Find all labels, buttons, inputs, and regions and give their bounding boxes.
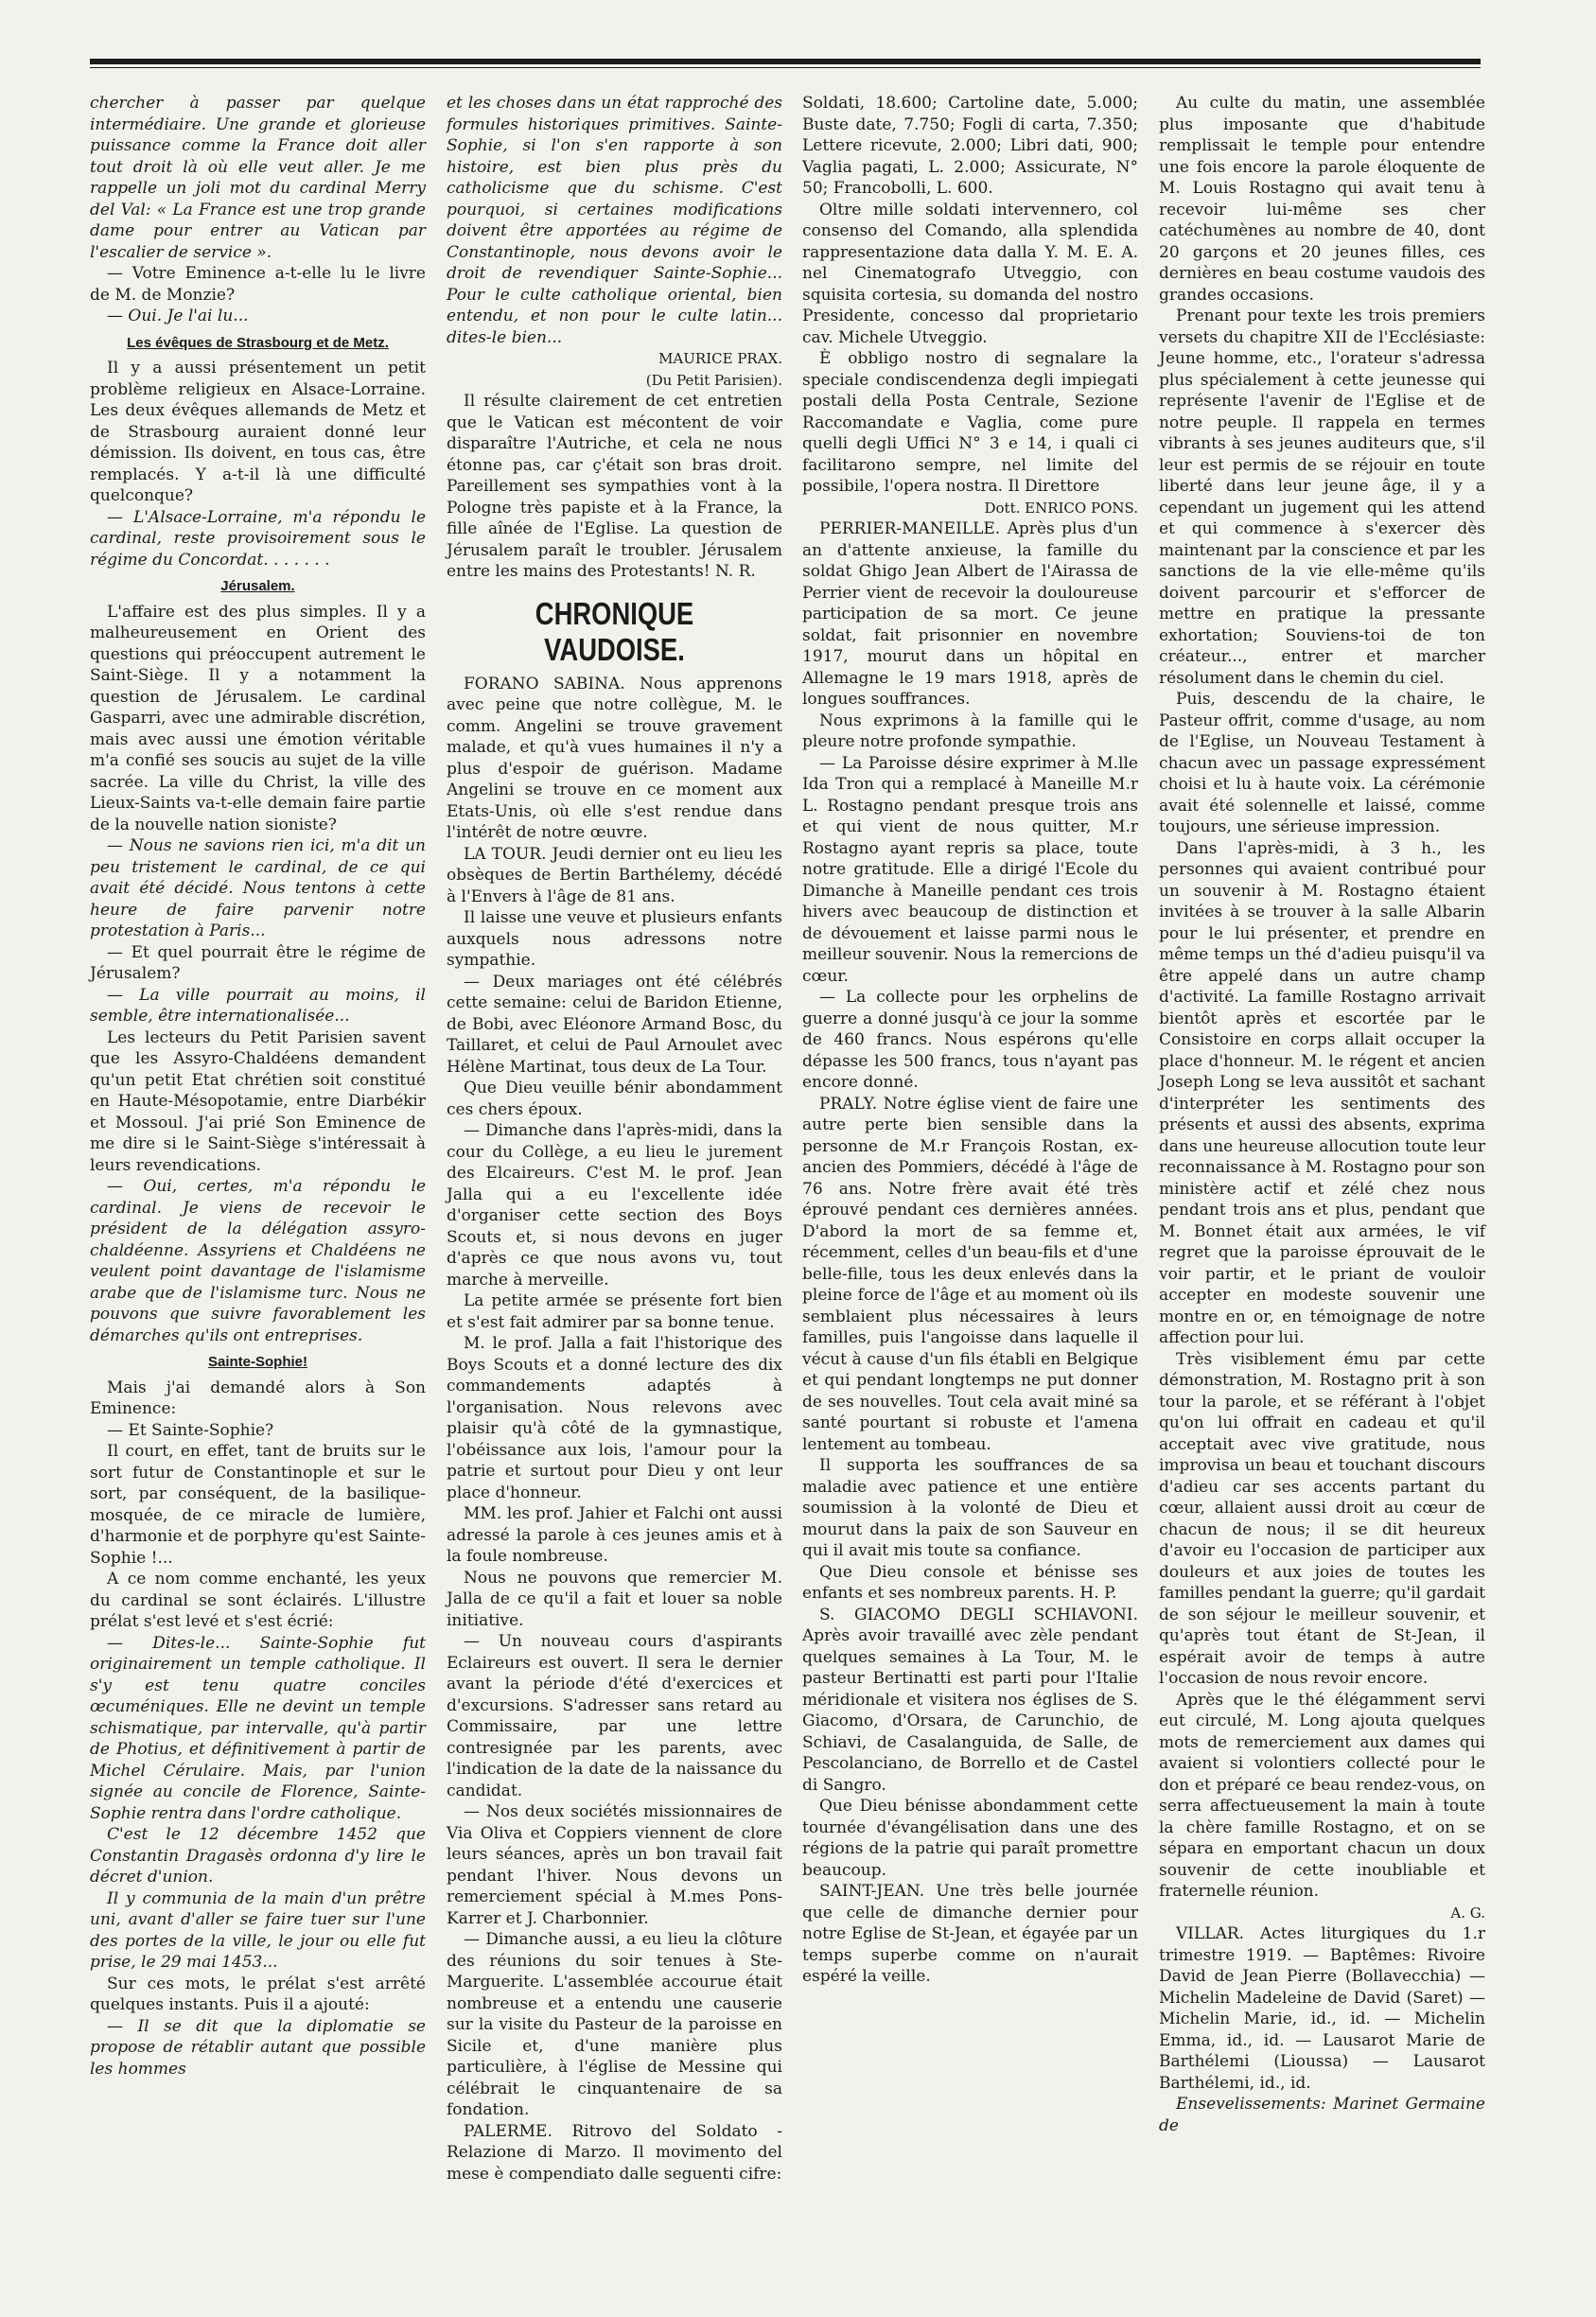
top-rule bbox=[90, 59, 1481, 64]
paragraph: — L'Alsace-Lorraine, m'a répondu le cardinal, reste provisoirement sous le régime du Concordat. . . . . . . bbox=[90, 507, 426, 570]
paragraph: Que Dieu console et bénisse ses enfants et ses nombreux parents. H. P. bbox=[802, 1562, 1138, 1603]
paragraph: Il supporta les souffrances de sa maladie avec patience et une entière soumission à la volonté de Dieu et mourut dans la paix de son Sauveur en qui il avait mis toute sa confiance. bbox=[802, 1456, 1138, 1560]
paragraph: S. GIACOMO DEGLI SCHIAVONI. Après avoir travaillé avec zèle pendant quelques semaines à La Tour, M. le pasteur Bertinatti est parti pour l'Italie méridionale et visitera nos églises de S. Giacomo, d'Orsara, de Carunchio, de Schiavi, de Casalanguida, de Salle, de Pescolanciano, de Borrello et de Castel di Sangro. bbox=[802, 1605, 1138, 1795]
paragraph: Puis, descendu de la chaire, le Pasteur offrit, comme d'usage, au nom de l'Eglise, un Nouveau Testament à chacun avec un passage expressément choisi et lu à haute voix. La cérémonie avait été solennelle et laissé, comme toujours, une sérieuse impression. bbox=[1159, 690, 1485, 836]
column-2 bbox=[447, 93, 782, 2185]
paragraph: C'est le 12 décembre 1452 que Constantin Dragasès ordonna d'y lire le décret d'union. bbox=[90, 1825, 426, 1887]
paragraph: — Nous ne savions rien ici, m'a dit un peu tristement le cardinal, de ce qui avait été décidé. Nous tentons à cette heure de faire parvenir notre protestation à Paris... bbox=[90, 836, 426, 940]
paragraph: — Deux mariages ont été célébrés cette semaine: celui de Baridon Etienne, de Bobi, avec Eléonore Armand Bosc, du Taillaret, et celui de Paul Arnoulet avec Hélène Martinat, tous deux de La Tour. bbox=[447, 972, 782, 1077]
section-heading-strasbourg: Les évêques de Strasbourg et de Metz. bbox=[127, 334, 389, 351]
paragraph: Il laisse une veuve et plusieurs enfants auxquels nous adressons notre sympathie. bbox=[447, 908, 782, 970]
paragraph: — La Paroisse désire exprimer à M.lle Ida Tron qui a remplacé à Maneille M.r L. Rostagno pendant presque trois ans et qui vient de nous quitter, M.r Rostagno ayant repris sa place, toute notre gratitude. Elle a dirigé l'Ecole du Dimanche à Maneille pendant ces trois hivers avec beaucoup de distinction et de dévouement et laisse parmi nous le meilleur souvenir. Nous la remercions de cœur. bbox=[802, 753, 1138, 986]
paragraph: Il court, en effet, tant de bruits sur le sort futur de Constantinople et sur le sort, par conséquent, de la basilique-mosquée, de ce miracle de lumière, d'harmonie et de porphyre qu'est Sainte-Sophie !... bbox=[90, 1442, 426, 1568]
chronique-heading: CHRONIQUE VAUDOISE. bbox=[535, 595, 694, 667]
paragraph: Il y a aussi présentement un petit problème religieux en Alsace-Lorraine. Les deux évêques allemands de Metz et de Strasbourg auraient donné leur démission. Ils doivent, en tous cas, être remplacés. Y a-t-il là une difficulté quelconque? bbox=[90, 359, 426, 505]
paragraph: Sur ces mots, le prélat s'est arrêté quelques instants. Puis il a ajouté: bbox=[90, 1974, 426, 2014]
paragraph: È obbligo nostro di segnalare la speciale condiscendenza degli impiegati postali della Posta Centrale, Sezione Raccomandate e Vaglia, come pure quelli degli Uffici N° 3 e 14, i quali ci facilitarono sempre, nel limite del possibile, l'opera nostra. Il Direttore bbox=[802, 349, 1138, 496]
paragraph: Mais j'ai demandé alors à Son Eminence: bbox=[90, 1378, 426, 1418]
paragraph: Au culte du matin, une assemblée plus imposante que d'habitude remplissait le temple pour entendre une fois encore la parole éloquente de M. Louis Rostagno qui avait tenu à recevoir lui-même ses cher catéchumènes au nombre de 40, dont 20 garçons et 20 jeunes filles, ces dernières en beau costume vaudois des grandes occasions. bbox=[1159, 94, 1485, 305]
paragraph: — Dimanche aussi, a eu lieu la clôture des réunions du soir tenues à Ste-Marguerite. L'assemblée accourue était nombreuse et a entendu une causerie sur la visite du Pasteur de la paroisse en Sicile et, d'une manière plus particulière, à l'église de Messine qui célébrait le cinquantenaire de sa fondation. bbox=[447, 1930, 782, 2119]
paragraph: PALERME. Ritrovo del Soldato - Relazione di Marzo. Il movimento del mese è compendiato dalle seguenti cifre: bbox=[447, 2121, 782, 2184]
paragraph: Il résulte clairement de cet entretien que le Vatican est mécontent de voir disparaître l'Autriche, et cela ne nous étonne pas, car ç'était son bras droit. Pareillement ses sympathies vont à la Pologne très papiste et à la France, la fille aînée de l'Eglise. La question de Jérusalem paraît le troubler. Jérusalem entre les mains des Protestants! N. R. bbox=[447, 392, 782, 581]
paragraph: VILLAR. Actes liturgiques du 1.r trimestre 1919. — Baptêmes: Rivoire David de Jean Pierre (Bollavecchia) — Michelin Madeleine de David (Saret) — Michelin Marie, id., id. — Michelin Emma, id., id. — Lausarot Marie de Barthélemi (Lioussa) — Lausarot Barthélemi, id., id. bbox=[1159, 1924, 1485, 2093]
paragraph: et les choses dans un état rapproché des formules historiques primitives. Sainte-Sophie, si l'on s'en rapporte à son histoire, est bien plus près du catholicisme que du schisme. C'est pourquoi, si certaines modifications doivent être apportées au régime de Constantinople, nous devons avoir le droit de revendiquer Sainte-Sophie... Pour le culte catholique oriental, bien entendu, et non pour le culte latin... dites-le bien... bbox=[447, 94, 782, 347]
paragraph: PRALY. Notre église vient de faire une autre perte bien sensible dans la personne de M.r François Rostan, ex-ancien des Pommiers, décédé à l'âge de 76 ans. Notre frère avait été très éprouvé pendant ces dernières années. D'abord la mort de sa femme et, récemment, celles d'un beau-fils et d'une belle-fille, tous les deux enlevés dans la pleine force de l'âge et au moment où ils semblaient plus nécessaires à leurs familles, puis l'angoisse dans laquelle il vécut à cause d'un fils établi en Belgique et qui pendant longtemps ne put donner de ses nouvelles. Tout cela avait miné sa santé pourtant si robuste et l'amena lentement au tombeau. bbox=[802, 1094, 1138, 1454]
paragraph: — Et Sainte-Sophie? bbox=[107, 1420, 274, 1440]
paragraph: La petite armée se présente fort bien et s'est fait admirer par sa bonne tenue. bbox=[447, 1291, 782, 1332]
paragraph: FORANO SABINA. Nous apprenons avec peine que notre collègue, M. le comm. Angelini se trouve gravement malade, et qu'à vues humaines il n'y a plus d'espoir de guérison. Madame Angelini se trouve en ce moment aux Etats-Unis, où elle s'est rendue dans l'intérêt de notre œuvre. bbox=[447, 674, 782, 842]
paragraph: MM. les prof. Jahier et Falchi ont aussi adressé la parole à ces jeunes amis et à la foule nombreuse. bbox=[447, 1504, 782, 1566]
signature: MAURICE PRAX. bbox=[658, 350, 782, 367]
paragraph: PERRIER-MANEILLE. Après plus d'un an d'attente anxieuse, la famille du soldat Ghigo Jean Albert de l'Airassa de Perrier vient de recevoir la douloureuse participation de sa mort. Ce jeune soldat, fait prisonnier en novembre 1917, mourut dans un hôpital en Allemagne le 19 mars 1918, après de longues souffrances. bbox=[802, 519, 1138, 709]
paragraph: — Un nouveau cours d'aspirants Eclaireurs est ouvert. Il sera le dernier avant la période d'été d'exercices et d'excursions. S'adresser sans retard au Commissaire, par une lettre contresignée par les parents, avec l'indication de la date de la naissance du candidat. bbox=[447, 1632, 782, 1800]
paragraph: L'affaire est des plus simples. Il y a malheureusement en Orient des questions qui préoccupent autrement le Saint-Siège. Il y a notamment la question de Jérusalem. Le cardinal Gasparri, avec une admirable discrétion, mais avec aussi une émotion véritable m'a confié ses soucis au sujet de la ville sacrée. La ville du Christ, la ville des Lieux-Saints va-t-elle demain faire partie de la nouvelle nation sioniste? bbox=[90, 602, 426, 834]
paragraph: LA TOUR. Jeudi dernier ont eu lieu les obsèques de Bertin Barthélemy, décédé à l'Envers à l'âge de 81 ans. bbox=[447, 844, 782, 906]
signature: A. G. bbox=[1450, 1904, 1485, 1922]
section-heading-sophie: Sainte-Sophie! bbox=[207, 1354, 307, 1370]
paragraph: Les lecteurs du Petit Parisien savent que les Assyro-Chaldéens demandent qu'un petit Etat chrétien soit constitué en Haute-Mésopotamie, entre Diarbékir et Mossoul. J'ai prié Son Eminence de me dire si le Saint-Siège s'intéressait à leurs revendications. bbox=[90, 1027, 426, 1175]
paragraph: Que Dieu veuille bénir abondamment ces chers époux. bbox=[447, 1079, 782, 1119]
paragraph: — Il se dit que la diplomatie se propose de rétablir autant que possible les hommes bbox=[90, 2016, 426, 2079]
paragraph: — Nos deux sociétés missionnaires de Via Oliva et Coppiers viennent de clore leurs séances, après un bon travail fait pendant l'hiver. Nous devons un remerciement spécial à M.mes Pons-Karrer et J. Charbonnier. bbox=[447, 1802, 782, 1928]
paragraph: — Dites-le... Sainte-Sophie fut originairement un temple catholique. Il s'y est tenu quatre conciles œcuméniques. Elle ne devint un temple schismatique, par intervalle, qu'à partir de Photius, et définitivement à partir de Michel Cérulaire. Mais, par l'union signée au concile de Florence, Sainte-Sophie rentra dans l'ordre catholique. bbox=[90, 1633, 426, 1823]
column-1 bbox=[90, 93, 426, 2080]
paragraph: chercher à passer par quelque intermédiaire. Une grande et glorieuse puissance comme la France doit aller tout droit là où elle veut aller. Je me rappelle un joli mot du cardinal Merry del Val: « La France est une trop grande dame pour entrer au Vatican par l'escalier de service ». bbox=[90, 94, 426, 262]
paragraph: — Votre Eminence a-t-elle lu le livre de M. de Monzie? bbox=[90, 264, 426, 305]
column-4 bbox=[1159, 93, 1485, 2136]
paragraph: Soldati, 18.600; Cartoline date, 5.000; Buste date, 7.750; Fogli di carta, 7.350; Lettere ricevute, 2.000; Libri dati, 900; Vaglia pagati, L. 2.000; Assicurate, N° 50; Francobolli, L. 600. bbox=[802, 94, 1138, 198]
paragraph: Ensevelissements: Marinet Germaine de bbox=[1159, 2095, 1485, 2135]
signature: Dott. ENRICO PONS. bbox=[984, 499, 1138, 517]
paragraph: Nous ne pouvons que remercier M. Jalla de ce qu'il a fait et louer sa noble initiative. bbox=[447, 1568, 782, 1630]
paragraph: A ce nom comme enchanté, les yeux du cardinal se sont éclairés. L'illustre prélat s'est levé et s'est écrié: bbox=[90, 1570, 426, 1631]
paragraph: Dans l'après-midi, à 3 h., les personnes qui avaient contribué pour un souvenir à M. Rostagno étaient invitées à se trouver à la salle Albarin pour le lui présenter, et prendre en même temps un thé d'adieu puisqu'il va être appelé dans un autre champ d'activité. La famille Rostagno arrivait bientôt après et escortée par le Consistoire en corps allait occuper la place d'honneur. M. le régent et ancien Joseph Long se leva aussitôt et sachant d'interpréter les sentiments des présents et aussi des absents, exprima dans une heureuse allocution toute leur reconnaissance à M. Rostagno pour son ministère actif et zélé chez nous pendant trois ans et plus, pendant que M. Bonnet était aux armées, le vif regret que la paroisse éprouvait de le voir partir, et le priant de vouloir accepter en modeste souvenir une montre en or, en témoignage de notre affection pour lui. bbox=[1159, 838, 1485, 1347]
paragraph: Oltre mille soldati intervennero, col consenso del Comando, alla splendida rappresentazione data dalla Y. M. E. A. nel Cinematografo Utveggio, con squisita cortesia, su domanda del nostro Presidente, concesso dal proprietario cav. Michele Utveggio. bbox=[802, 200, 1138, 347]
paragraph: — Dimanche dans l'après-midi, dans la cour du Collège, a eu lieu le jurement des Elcaireurs. C'est M. le prof. Jean Jalla qui a eu l'excellente idée d'organiser cette section des Boys Scouts et, si nous devons en juger d'après ce que nous avons vu, tout marche à merveille. bbox=[447, 1121, 782, 1290]
paragraph: SAINT-JEAN. Une très belle journée que celle de dimanche dernier pour notre Eglise de St-Jean, et égayée par un temps superbe comme on n'aurait espéré la veille. bbox=[802, 1882, 1138, 1986]
paragraph: — La collecte pour les orphelins de guerre a donné jusqu'à ce jour la somme de 460 francs. Nous espérons qu'elle dépasse les 500 francs, tous n'ayant pas encore donné. bbox=[802, 988, 1138, 1092]
paragraph: Très visiblement ému par cette démonstration, M. Rostagno prit à son tour la parole, et se référant à l'objet qu'on lui offrait en cadeau et qu'il acceptait avec vive gratitude, nous improvisa un beau et touchant discours d'adieu car ses accents partant du cœur, allaient aussi droit au cœur de chacun de nous; il se dit heureux d'avoir eu l'occasion de participer aux douleurs et aux joies de toutes les familles pendant la guerre; qu'il gardait de son séjour le meilleur souvenir, et qu'après tout étant de St-Jean, il espérait avoir de temps à autre l'occasion de nous revoir encore. bbox=[1159, 1349, 1485, 1688]
top-rule-thin bbox=[90, 67, 1481, 68]
paragraph: Prenant pour texte les trois premiers versets du chapitre XII de l'Ecclésiaste: Jeune homme, etc., l'orateur s'adressa plus spécialement à cette jeunesse qui représente l'avenir de l'Eglise et de notre peuple. Il rappela en termes vibrants à ses jeunes auditeurs que, s'il leur est permis de se réjouir en toute liberté dans leur jeune âge, il y a cependant un jugement qui les attend et qui commence à s'exercer dès maintenant par la conscience et par les sanctions de la vie elle-même qu'ils doivent parcourir et s'efforcer de mettre en pratique la pressante exhortation; Souviens-toi de ton créateur..., entrer et marcher résolument dans le chemin du ciel. bbox=[1159, 307, 1485, 688]
paragraph: Nous exprimons à la famille qui le pleure notre profonde sympathie. bbox=[802, 711, 1138, 751]
signature: (Du Petit Parisien). bbox=[645, 371, 782, 389]
paragraph: Il y communia de la main d'un prêtre uni, avant d'aller se faire tuer sur l'une des portes de la ville, le jour ou elle fut prise, le 29 mai 1453... bbox=[90, 1888, 426, 1972]
section-heading-jerusalem: Jérusalem. bbox=[220, 578, 295, 594]
paragraph: — Et quel pourrait être le régime de Jérusalem? bbox=[90, 942, 426, 983]
paragraph: — Oui. Je l'ai lu... bbox=[107, 307, 249, 325]
paragraph: Que Dieu bénisse abondamment cette tournée d'évangélisation dans une des régions de la patrie qui paraît promettre beaucoup. bbox=[802, 1797, 1138, 1880]
paragraph: — La ville pourrait au moins, il semble, être internationalisée... bbox=[90, 985, 426, 1026]
column-3 bbox=[802, 93, 1138, 1988]
paragraph: Après que le thé élégamment servi eut circulé, M. Long ajouta quelques mots de remerciement aux dames qui avaient si volontiers collecté pour le don et préparé ce beau rendez-vous, on serra affectueusement la main à toute la chère famille Rostagno, et on se sépara en emportant chacun un doux souvenir de cette inoubliable et fraternelle réunion. bbox=[1159, 1690, 1485, 1901]
paragraph: — Oui, certes, m'a répondu le cardinal. Je viens de recevoir le président de la délégation assyro-chaldéenne. Assyriens et Chaldéens ne veulent point davantage de l'islamisme arabe que de l'islamisme turc. Nous ne pouvons que suivre favorablement les démarches qu'ils ont entreprises. bbox=[90, 1177, 426, 1345]
paragraph: M. le prof. Jalla a fait l'historique des Boys Scouts et a donné lecture des dix commandements adaptés à l'organisation. Nous relevons avec plaisir qu'à côté de la gymnastique, l'obéissance aux lois, l'amour pour la patrie et surtout pour Dieu y ont leur place d'honneur. bbox=[447, 1334, 782, 1502]
